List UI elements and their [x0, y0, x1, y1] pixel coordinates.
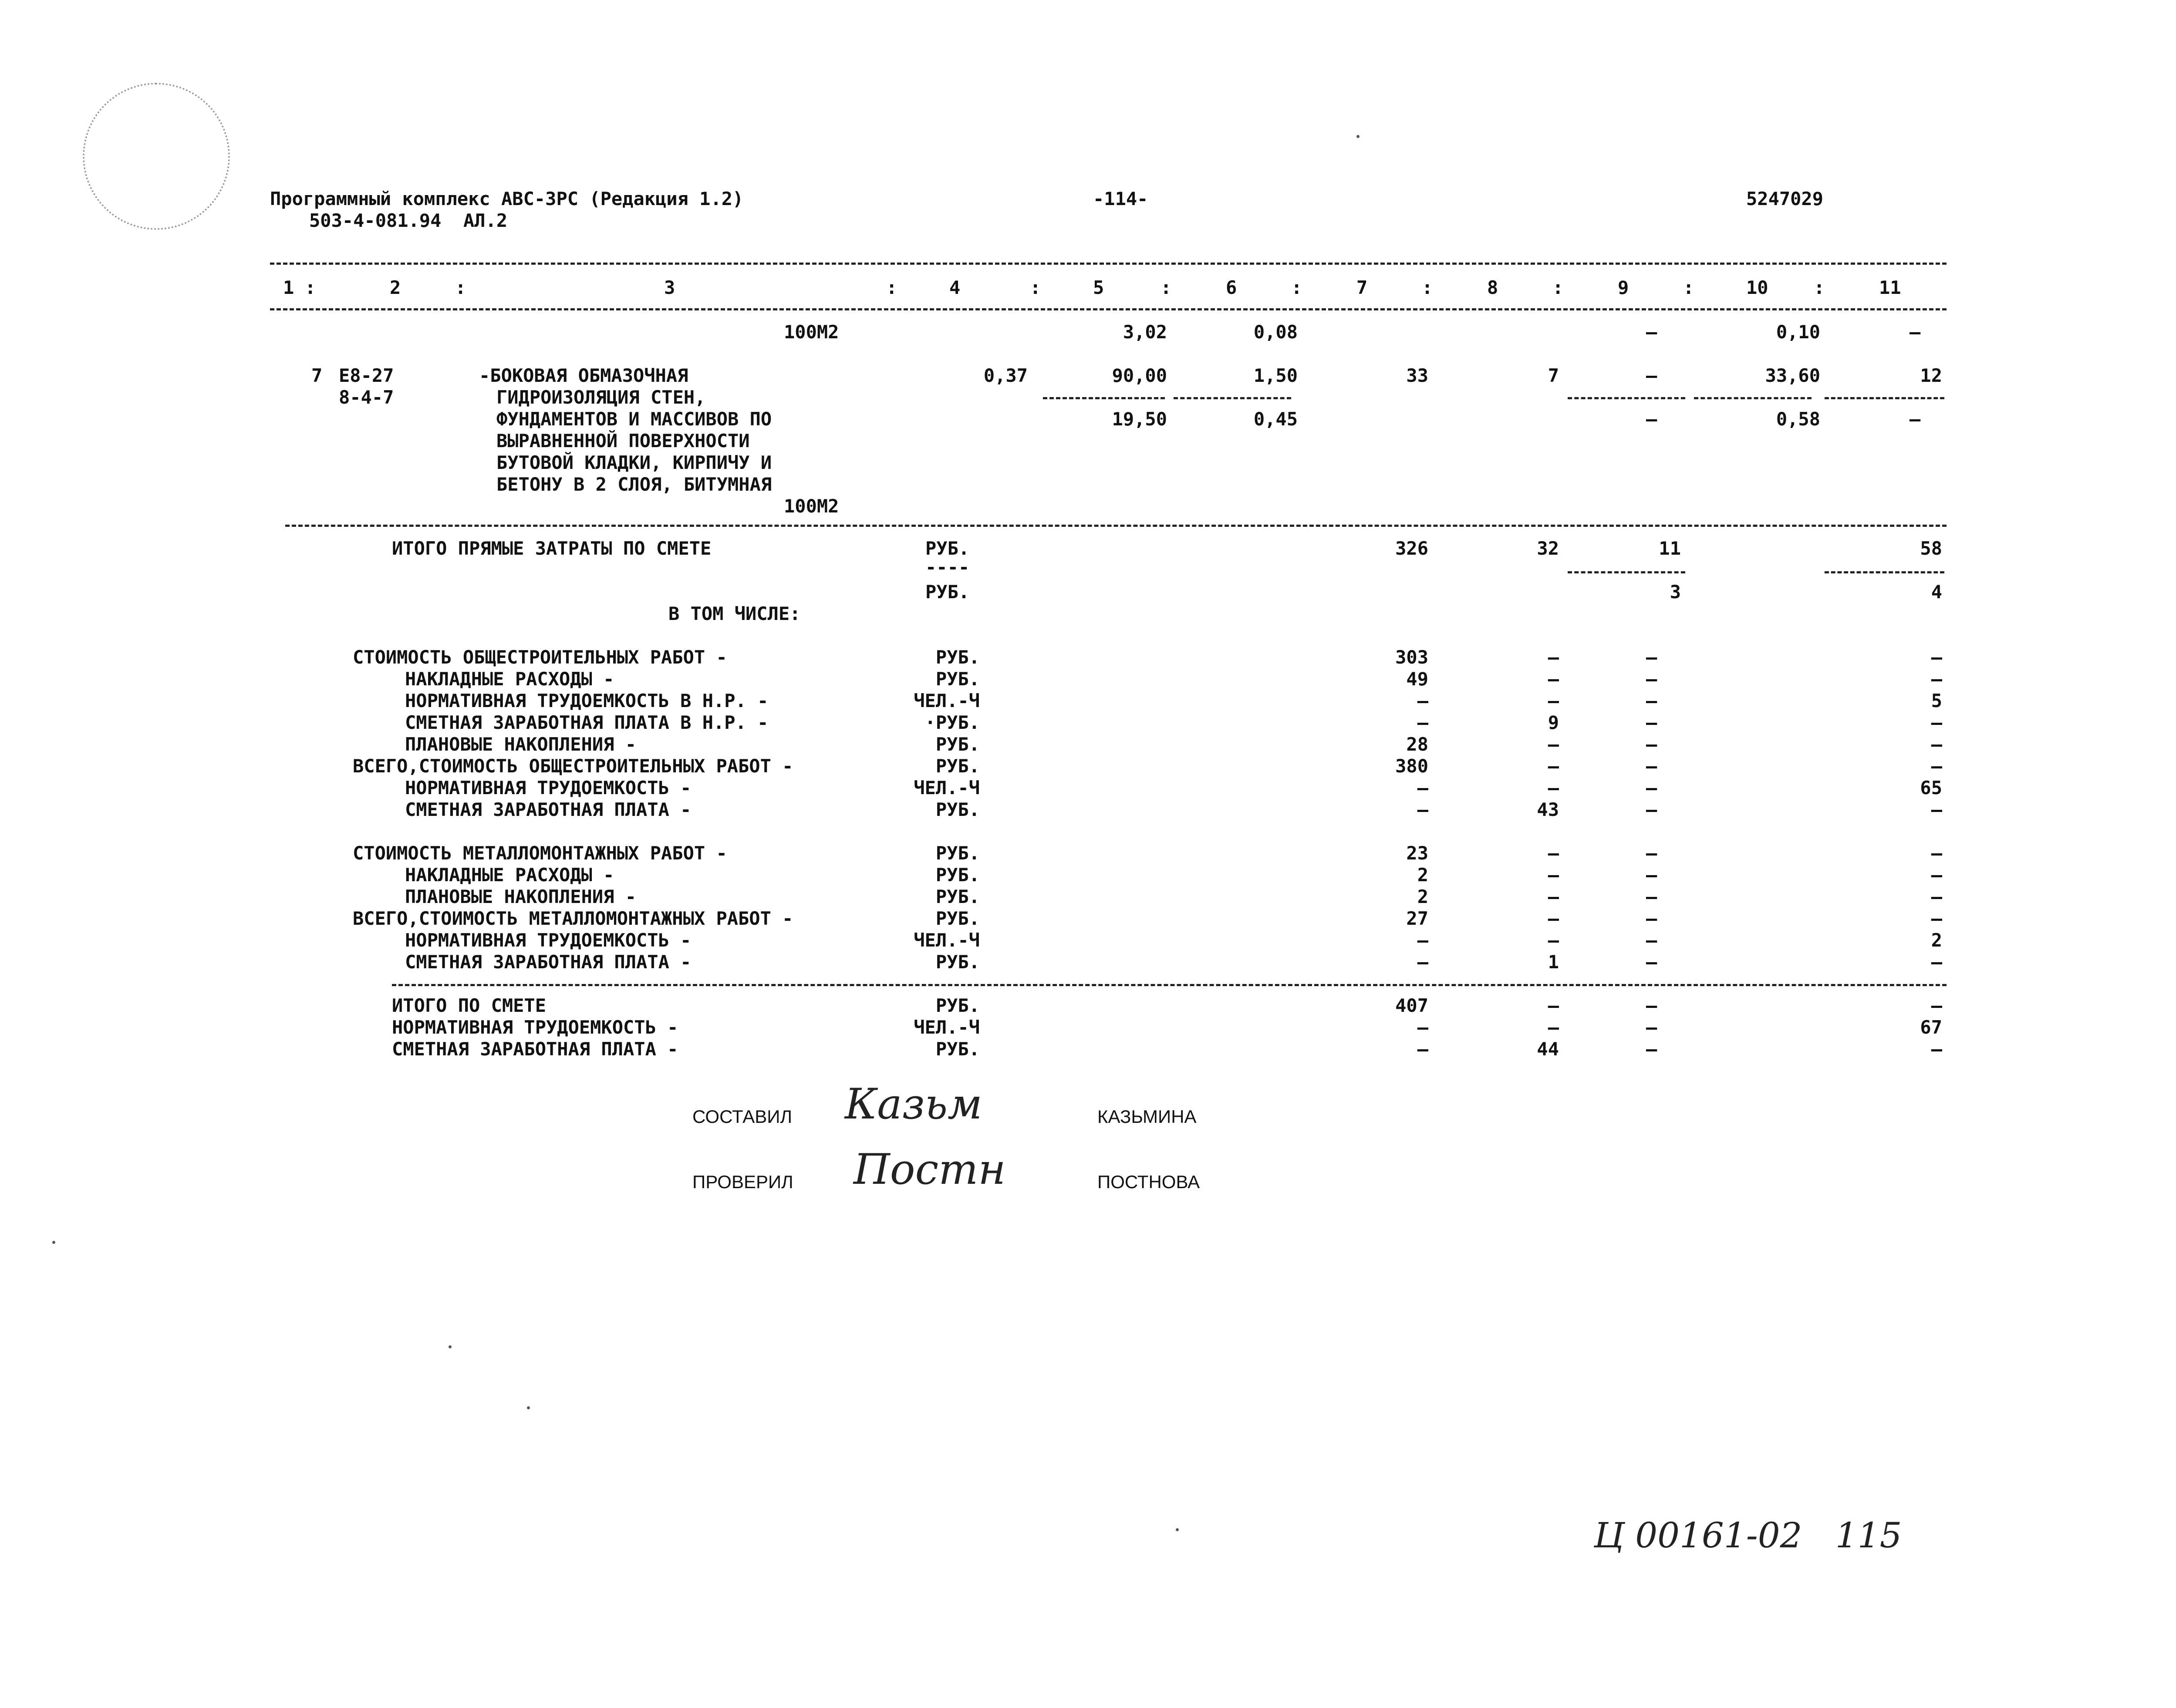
- row-c8: –: [1548, 995, 1559, 1016]
- direct-c11: 58: [1920, 538, 1942, 559]
- row-c9: –: [1646, 930, 1657, 951]
- row-c7: 28: [1406, 734, 1428, 755]
- row-c7: –: [1417, 777, 1428, 798]
- direct-sub-c9: 3: [1670, 581, 1681, 603]
- item-code-1: Е8-27: [339, 365, 394, 386]
- row-c8: –: [1548, 842, 1559, 864]
- row-label: НАКЛАДНЫЕ РАСХОДЫ -: [405, 668, 614, 690]
- row-c9: –: [1646, 1038, 1657, 1060]
- row-c11: –: [1931, 864, 1942, 886]
- row-unit: РУБ.: [935, 734, 980, 755]
- item-c11: 12: [1920, 365, 1942, 386]
- row-label: НОРМАТИВНАЯ ТРУДОЕМКОСТЬ -: [405, 930, 692, 951]
- row-c8: –: [1548, 886, 1559, 907]
- item-desc-line-3: ФУНДАМЕНТОВ И МАССИВОВ ПО: [496, 408, 772, 430]
- row-c11: 2: [1931, 930, 1942, 951]
- document-code: 503-4-081.94 АЛ.2: [309, 210, 508, 231]
- row-label: НОРМАТИВНАЯ ТРУДОЕМКОСТЬ В Н.Р. -: [405, 690, 769, 711]
- row-c11: –: [1931, 995, 1942, 1016]
- row-unit: РУБ.: [935, 908, 980, 929]
- row-c8: –: [1548, 647, 1559, 668]
- row-c9: –: [1646, 668, 1657, 690]
- handwritten-archive-number: Ц 00161-02 115: [1594, 1515, 1902, 1556]
- row-unit: РУБ.: [935, 864, 980, 886]
- item-c7: 33: [1406, 365, 1428, 386]
- row-c11: –: [1931, 908, 1942, 929]
- item-desc-line-5: БУТОВОЙ КЛАДКИ, КИРПИЧУ И: [496, 452, 772, 473]
- row-c11: –: [1931, 842, 1942, 864]
- row-c9: –: [1646, 690, 1657, 711]
- row-label: СМЕТНАЯ ЗАРАБОТНАЯ ПЛАТА -: [405, 799, 692, 820]
- row-label: ВСЕГО,СТОИМОСТЬ МЕТАЛЛОМОНТАЖНЫХ РАБОТ -: [353, 908, 793, 929]
- scan-speck: [1356, 135, 1360, 138]
- row-label: СМЕТНАЯ ЗАРАБОТНАЯ ПЛАТА В Н.Р. -: [405, 712, 769, 733]
- row-c8: –: [1548, 908, 1559, 929]
- row-unit: РУБ.: [935, 1038, 980, 1060]
- document-number: 5247029: [1746, 188, 1824, 209]
- faded-stamp: [83, 83, 230, 230]
- item-c6b: 0,45: [1253, 408, 1298, 430]
- row-unit: ЧЕЛ.-Ч: [914, 690, 980, 711]
- row-c8: 1: [1548, 951, 1559, 973]
- including-label: В ТОМ ЧИСЛЕ:: [668, 603, 801, 624]
- item-c4: 0,37: [983, 365, 1028, 386]
- direct-costs-dashes: ----: [925, 556, 970, 578]
- compiled-label: СОСТАВИЛ: [692, 1106, 793, 1127]
- row-unit: ЧЕЛ.-Ч: [914, 1017, 980, 1038]
- row-c7: 407: [1395, 995, 1428, 1016]
- row-label: ПЛАНОВЫЕ НАКОПЛЕНИЯ -: [405, 734, 637, 755]
- row-unit: РУБ.: [935, 668, 980, 690]
- row-c7: –: [1417, 799, 1428, 820]
- row-c8: 44: [1537, 1038, 1559, 1060]
- row-c7: –: [1417, 1038, 1428, 1060]
- item-c10: 33,60: [1765, 365, 1820, 386]
- prev-c10: 0,10: [1776, 321, 1820, 343]
- row-unit: ·РУБ.: [924, 712, 980, 733]
- item-number: 7: [311, 365, 323, 386]
- item-c11b: –: [1909, 408, 1921, 430]
- row-c9: –: [1646, 734, 1657, 755]
- row-c7: –: [1417, 1017, 1428, 1038]
- final-rule: [392, 984, 1947, 986]
- row-unit: РУБ.: [935, 995, 980, 1016]
- direct-c8: 32: [1537, 538, 1559, 559]
- row-c7: –: [1417, 951, 1428, 973]
- row-c11: –: [1931, 712, 1942, 733]
- row-c7: 27: [1406, 908, 1428, 929]
- direct-c9: 11: [1659, 538, 1681, 559]
- item-desc-line-1: -БОКОВАЯ ОБМАЗОЧНАЯ: [479, 365, 688, 386]
- row-unit: РУБ.: [935, 647, 980, 668]
- row-unit: ЧЕЛ.-Ч: [914, 777, 980, 798]
- scan-speck: [527, 1406, 530, 1409]
- header-bottom-rule: [270, 308, 1947, 310]
- direct-sub-c11: 4: [1931, 581, 1942, 603]
- row-c8: 43: [1537, 799, 1559, 820]
- scan-speck: [449, 1345, 452, 1348]
- row-label: СМЕТНАЯ ЗАРАБОТНАЯ ПЛАТА -: [405, 951, 692, 973]
- column-header-2: 2: [390, 277, 401, 298]
- row-c8: –: [1548, 1017, 1559, 1038]
- compiled-signature: Казьм: [845, 1080, 982, 1129]
- item-c9b: –: [1646, 408, 1657, 430]
- row-c8: –: [1548, 668, 1559, 690]
- row-c7: –: [1417, 930, 1428, 951]
- prev-unit: 100М2: [784, 321, 839, 343]
- row-c7: 2: [1417, 864, 1428, 886]
- row-c9: –: [1646, 842, 1657, 864]
- item-desc-line-4: ВЫРАВНЕННОЙ ПОВЕРХНОСТИ: [496, 430, 750, 451]
- row-label: СТОИМОСТЬ ОБЩЕСТРОИТЕЛЬНЫХ РАБОТ -: [353, 647, 727, 668]
- row-c11: 67: [1920, 1017, 1942, 1038]
- scan-speck: [1176, 1528, 1179, 1531]
- row-c11: –: [1931, 886, 1942, 907]
- item-code-2: 8-4-7: [339, 387, 394, 408]
- c10-separator: [1694, 397, 1812, 399]
- direct-costs-unit: РУБ.: [925, 538, 970, 559]
- row-c9: –: [1646, 1017, 1657, 1038]
- row-label: НОРМАТИВНАЯ ТРУДОЕМКОСТЬ -: [392, 1017, 678, 1038]
- row-c9: –: [1646, 886, 1657, 907]
- item-desc-line-2: ГИДРОИЗОЛЯЦИЯ СТЕН,: [496, 387, 706, 408]
- column-header-4: 4: [949, 277, 961, 298]
- column-header-11: 11: [1879, 277, 1901, 298]
- column-header-8: 8: [1487, 277, 1498, 298]
- column-header-5: 5: [1093, 277, 1104, 298]
- row-c7: 303: [1395, 647, 1428, 668]
- row-c11: –: [1931, 755, 1942, 777]
- checked-signature: Постн: [854, 1145, 1006, 1194]
- item-desc-line-6: БЕТОНУ В 2 СЛОЯ, БИТУМНАЯ: [496, 474, 772, 495]
- direct-sub-unit: РУБ.: [925, 581, 970, 603]
- c5-separator: [1043, 397, 1165, 399]
- item-unit: 100М2: [784, 495, 839, 517]
- row-c8: –: [1548, 864, 1559, 886]
- row-c11: –: [1931, 1038, 1942, 1060]
- column-header-1: 1: [283, 277, 294, 298]
- row-c11: –: [1931, 951, 1942, 973]
- row-label: ПЛАНОВЫЕ НАКОПЛЕНИЯ -: [405, 886, 637, 907]
- column-header-9: 9: [1618, 277, 1629, 298]
- row-c11: 65: [1920, 777, 1942, 798]
- compiled-name: КАЗЬМИНА: [1097, 1106, 1197, 1127]
- table-top-rule: [270, 263, 1947, 265]
- row-label: СТОИМОСТЬ МЕТАЛЛОМОНТАЖНЫХ РАБОТ -: [353, 842, 727, 864]
- row-unit: РУБ.: [935, 886, 980, 907]
- row-label: НАКЛАДНЫЕ РАСХОДЫ -: [405, 864, 614, 886]
- prev-c9: –: [1646, 321, 1657, 343]
- row-unit: РУБ.: [935, 755, 980, 777]
- row-unit: РУБ.: [935, 842, 980, 864]
- row-label: ИТОГО ПО СМЕТЕ: [392, 995, 547, 1016]
- direct-costs-label: ИТОГО ПРЯМЫЕ ЗАТРАТЫ ПО СМЕТЕ: [392, 538, 712, 559]
- row-c11: –: [1931, 668, 1942, 690]
- row-c11: –: [1931, 799, 1942, 820]
- row-c8: –: [1548, 690, 1559, 711]
- column-header-6: 6: [1226, 277, 1237, 298]
- checked-name: ПОСТНОВА: [1097, 1172, 1200, 1192]
- item-c5b: 19,50: [1112, 408, 1167, 430]
- row-c9: –: [1646, 799, 1657, 820]
- row-c8: –: [1548, 777, 1559, 798]
- row-c7: 23: [1406, 842, 1428, 864]
- row-c9: –: [1646, 647, 1657, 668]
- row-c9: –: [1646, 864, 1657, 886]
- direct-c7: 326: [1395, 538, 1428, 559]
- item-c6: 1,50: [1253, 365, 1298, 386]
- row-c8: 9: [1548, 712, 1559, 733]
- row-c7: –: [1417, 690, 1428, 711]
- c9-separator: [1568, 397, 1685, 399]
- row-c7: 380: [1395, 755, 1428, 777]
- column-header-10: 10: [1746, 277, 1768, 298]
- row-c9: –: [1646, 777, 1657, 798]
- prev-c6: 0,08: [1253, 321, 1298, 343]
- prev-c5: 3,02: [1123, 321, 1167, 343]
- direct-c9-separator: [1568, 571, 1685, 573]
- item-c8: 7: [1548, 365, 1559, 386]
- prev-c11: –: [1909, 321, 1921, 343]
- row-c7: –: [1417, 712, 1428, 733]
- row-c11: 5: [1931, 690, 1942, 711]
- page-number: -114-: [1093, 188, 1148, 209]
- column-header-3: 3: [664, 277, 675, 298]
- item-c9: –: [1646, 365, 1657, 386]
- row-label: НОРМАТИВНАЯ ТРУДОЕМКОСТЬ -: [405, 777, 692, 798]
- row-unit: РУБ.: [935, 799, 980, 820]
- row-c9: –: [1646, 755, 1657, 777]
- row-label: СМЕТНАЯ ЗАРАБОТНАЯ ПЛАТА -: [392, 1038, 678, 1060]
- row-c9: –: [1646, 712, 1657, 733]
- item-c5: 90,00: [1112, 365, 1167, 386]
- row-c8: –: [1548, 755, 1559, 777]
- row-unit: ЧЕЛ.-Ч: [914, 930, 980, 951]
- scan-speck: [52, 1241, 55, 1244]
- row-c9: –: [1646, 951, 1657, 973]
- row-c7: 2: [1417, 886, 1428, 907]
- c6-separator: [1174, 397, 1291, 399]
- c11-separator: [1825, 397, 1944, 399]
- totals-rule: [285, 525, 1947, 527]
- row-c8: –: [1548, 734, 1559, 755]
- direct-c11-separator: [1825, 571, 1944, 573]
- checked-label: ПРОВЕРИЛ: [692, 1172, 793, 1192]
- item-c10b: 0,58: [1776, 408, 1820, 430]
- row-unit: РУБ.: [935, 951, 980, 973]
- row-c9: –: [1646, 908, 1657, 929]
- row-c8: –: [1548, 930, 1559, 951]
- column-header-7: 7: [1356, 277, 1368, 298]
- row-c7: 49: [1406, 668, 1428, 690]
- row-c11: –: [1931, 647, 1942, 668]
- row-c11: –: [1931, 734, 1942, 755]
- row-c9: –: [1646, 995, 1657, 1016]
- row-label: ВСЕГО,СТОИМОСТЬ ОБЩЕСТРОИТЕЛЬНЫХ РАБОТ -: [353, 755, 793, 777]
- program-title: Программный комплекс АВС-3РС (Редакция 1.2): [270, 188, 744, 209]
